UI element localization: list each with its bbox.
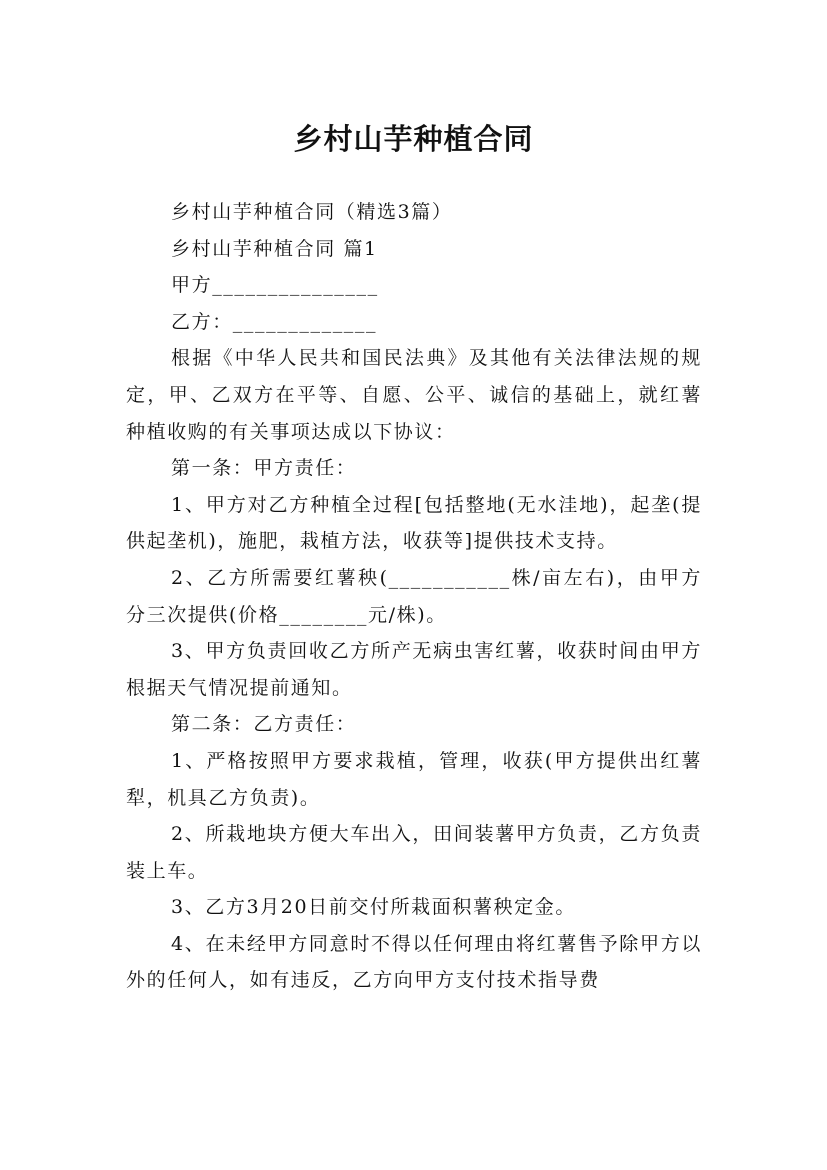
article-1-clause-3: 3、甲方负责回收乙方所产无病虫害红薯，收获时间由甲方根据天气情况提前通知。 [126, 640, 702, 699]
article-2-heading: 第二条：乙方责任： [171, 713, 357, 736]
article-2-clause-3: 3、乙方3月20日前交付所栽面积薯秧定金。 [171, 896, 576, 919]
article-1-clause-2: 2、乙方所需要红薯秧(___________株/亩左右)，由甲方分三次提供(价格________元/株)。 [126, 566, 702, 626]
article-2-clause-2: 2、所栽地块方便大车出入，田间装薯甲方负责，乙方负责装上车。 [126, 823, 702, 882]
paragraph-preamble: 根据《中华人民共和国民法典》及其他有关法律法规的规定，甲、乙双方在平等、自愿、公平、诚信的基础上，就红薯种植收购的有关事项达成以下协议： [126, 347, 702, 443]
article-2-clause-4: 4、在未经甲方同意时不得以任何理由将红薯售予除甲方以外的任何人，如有违反，乙方向甲方支付技术指导费 [126, 932, 702, 992]
article-1-clause-1: 1、甲方对乙方种植全过程[包括整地(无水洼地)，起垄(提供起垄机)，施肥，栽植方法，收获等]提供技术支持。 [126, 493, 702, 553]
party-b-line: 乙方：_____________ [171, 310, 378, 333]
paragraph-section-heading: 乡村山芋种植合同 篇1 [171, 237, 378, 260]
article-1-heading: 第一条：甲方责任： [171, 457, 357, 480]
article-2-clause-1: 1、严格按照甲方要求栽植，管理，收获(甲方提供出红薯犁，机具乙方负责)。 [126, 749, 702, 809]
paragraph-subtitle: 乡村山芋种植合同（精选3篇） [171, 201, 453, 223]
document-body [126, 194, 702, 999]
party-a-line: 甲方_______________ [171, 274, 379, 297]
document-title: 乡村山芋种植合同 [293, 122, 534, 157]
